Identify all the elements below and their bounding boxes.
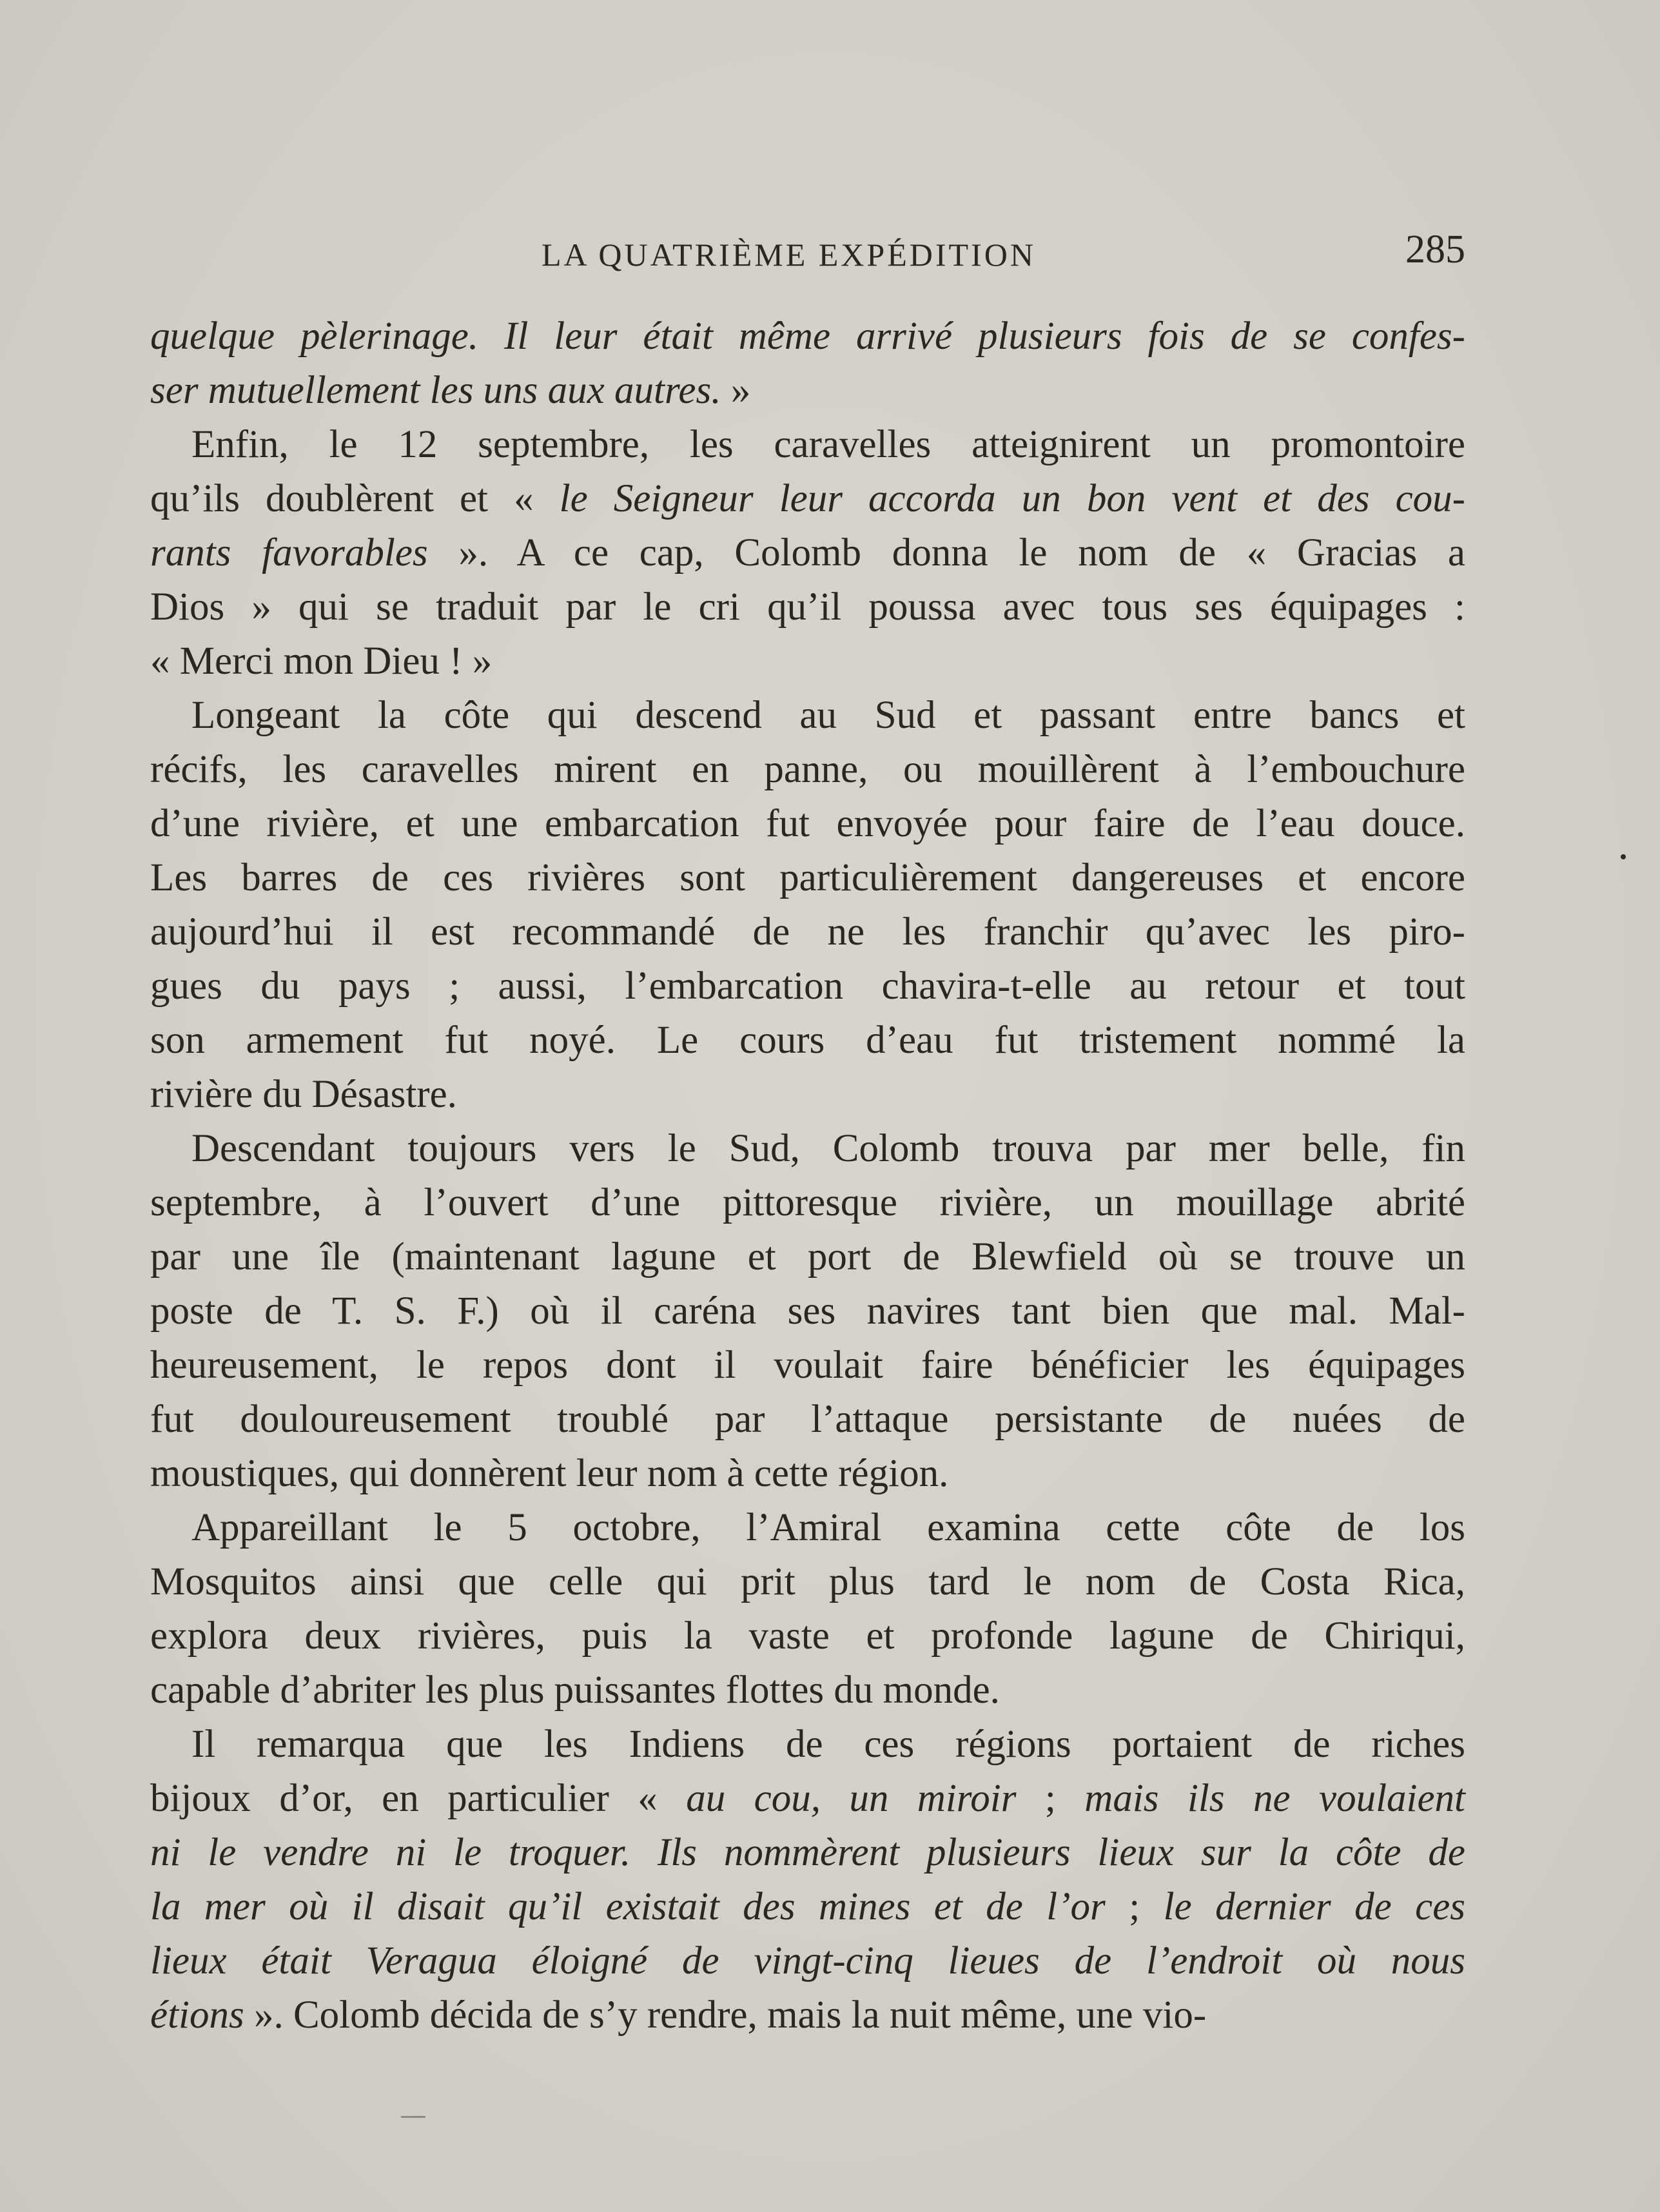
italic-text-run: étions	[150, 1993, 244, 2037]
text-line	[150, 309, 1465, 364]
text-run: Dios » qui se traduit par le cri qu’il poussa avec tous ses équipages :	[150, 585, 1465, 629]
text-line	[150, 689, 1465, 743]
text-run: Les barres de ces rivières sont particulièrement dangereuses et encore	[150, 856, 1465, 899]
text-line	[150, 1393, 1465, 1447]
text-run: capable d’abriter les plus puissantes flottes du monde.	[150, 1669, 1000, 1712]
text-line	[150, 1230, 1465, 1284]
text-line	[150, 1609, 1465, 1663]
text-run: Il remarqua que les Indiens de ces régions portaient de riches	[191, 1723, 1465, 1766]
body-text	[150, 309, 1465, 2042]
text-run: Longeant la côte qui descend au Sud et passant entre bancs et	[191, 694, 1465, 737]
text-run: récifs, les caravelles mirent en panne, ou mouillèrent à l’embouchure	[150, 748, 1465, 791]
text-line	[150, 1068, 1465, 1122]
page-header	[150, 227, 1465, 279]
text-run: ». Colomb décida de s’y rendre, mais la nuit même, une vio-	[244, 1993, 1207, 2037]
italic-text-run: rants favorables	[150, 531, 428, 574]
text-line	[150, 905, 1465, 959]
text-line	[150, 1555, 1465, 1609]
text-run: Descendant toujours vers le Sud, Colomb trouva par mer belle, fin	[191, 1127, 1465, 1170]
text-run: « Merci mon Dieu ! »	[150, 640, 493, 683]
text-line	[150, 797, 1465, 851]
text-line	[150, 1122, 1465, 1176]
text-line	[150, 1013, 1465, 1068]
running-head: LA QUATRIÈME EXPÉDITION	[542, 237, 1036, 273]
text-line	[150, 743, 1465, 797]
text-line	[150, 1176, 1465, 1230]
text-line	[150, 1772, 1465, 1826]
text-line	[150, 580, 1465, 634]
text-run: ». A ce cap, Colomb donna le nom de « Gracias a	[427, 531, 1465, 574]
italic-text-run: la mer où il disait qu’il existait des mines et de l’or	[150, 1885, 1106, 1928]
text-run: bijoux d’or, en particulier «	[150, 1777, 687, 1820]
text-line	[150, 526, 1465, 580]
text-line	[150, 1826, 1465, 1880]
text-run: son armement fut noyé. Le cours d’eau fut tristement nommé la	[150, 1019, 1465, 1062]
text-run: gues du pays ; aussi, l’embarcation chavira-t-elle au retour et tout	[150, 964, 1465, 1008]
text-run: aujourd’hui il est recommandé de ne les franchir qu’avec les piro-	[150, 910, 1465, 954]
text-line	[150, 1447, 1465, 1501]
text-run: Mosquitos ainsi que celle qui prit plus tard le nom de Costa Rica,	[150, 1560, 1465, 1603]
italic-text-run: au cou, un miroir	[686, 1777, 1017, 1820]
text-line	[150, 1284, 1465, 1338]
italic-text-run: mais ils ne voulaient	[1084, 1777, 1466, 1820]
text-run: explora deux rivières, puis la vaste et profonde lagune de Chiriqui,	[150, 1614, 1465, 1658]
text-line	[150, 418, 1465, 472]
text-run: d’une rivière, et une embarcation fut envoyée pour faire de l’eau douce.	[150, 802, 1465, 845]
italic-text-run: le Seigneur leur accorda un bon vent et des cou-	[559, 477, 1465, 520]
italic-text-run: le dernier de ces	[1163, 1885, 1466, 1928]
italic-text-run: ni le vendre ni le troquer. Ils nommèrent plusieurs lieux sur la côte de	[150, 1831, 1465, 1874]
text-run: ;	[1016, 1777, 1085, 1820]
italic-text-run: ser mutuellement les uns aux autres.	[150, 369, 721, 412]
text-line	[150, 1663, 1465, 1718]
text-run: fut douloureusement troublé par l’attaque persistante de nuées de	[150, 1398, 1465, 1441]
text-line	[150, 1880, 1465, 1934]
text-line	[150, 851, 1465, 905]
text-run: ;	[1105, 1885, 1164, 1928]
text-run: par une île (maintenant lagune et port de Blewfield où se trouve un	[150, 1235, 1465, 1278]
text-run: Enfin, le 12 septembre, les caravelles atteignirent un promontoire	[191, 423, 1465, 466]
text-run: poste de T. S. F.) où il caréna ses navires tant bien que mal. Mal-	[150, 1289, 1465, 1333]
italic-text-run: quelque pèlerinage. Il leur était même arrivé plusieurs fois de se confes-	[150, 315, 1465, 358]
text-run: heureusement, le repos dont il voulait faire bénéficier les équipages	[150, 1344, 1465, 1387]
text-line	[150, 959, 1465, 1013]
text-line	[150, 472, 1465, 526]
italic-text-run: lieux était Veragua éloigné de vingt-cinq lieues de l’endroit où nous	[150, 1939, 1465, 1982]
text-run: septembre, à l’ouvert d’une pittoresque rivière, un mouillage abrité	[150, 1181, 1465, 1224]
text-run: qu’ils doublèrent et «	[150, 477, 560, 520]
text-line	[150, 634, 1465, 689]
text-line	[150, 1988, 1465, 2042]
text-line	[150, 1934, 1465, 1988]
text-line	[150, 1718, 1465, 1772]
text-line	[150, 1501, 1465, 1555]
text-run: Appareillant le 5 octobre, l’Amiral examina cette côte de los	[191, 1506, 1465, 1549]
text-line	[150, 364, 1465, 418]
text-line	[150, 1338, 1465, 1393]
text-run: rivière du Désastre.	[150, 1073, 457, 1116]
ink-speck	[1621, 854, 1626, 859]
bottom-dash-mark	[401, 2116, 425, 2118]
text-run: »	[721, 369, 751, 412]
page-number: 285	[1405, 228, 1465, 271]
text-run: moustiques, qui donnèrent leur nom à cette région.	[150, 1452, 949, 1495]
